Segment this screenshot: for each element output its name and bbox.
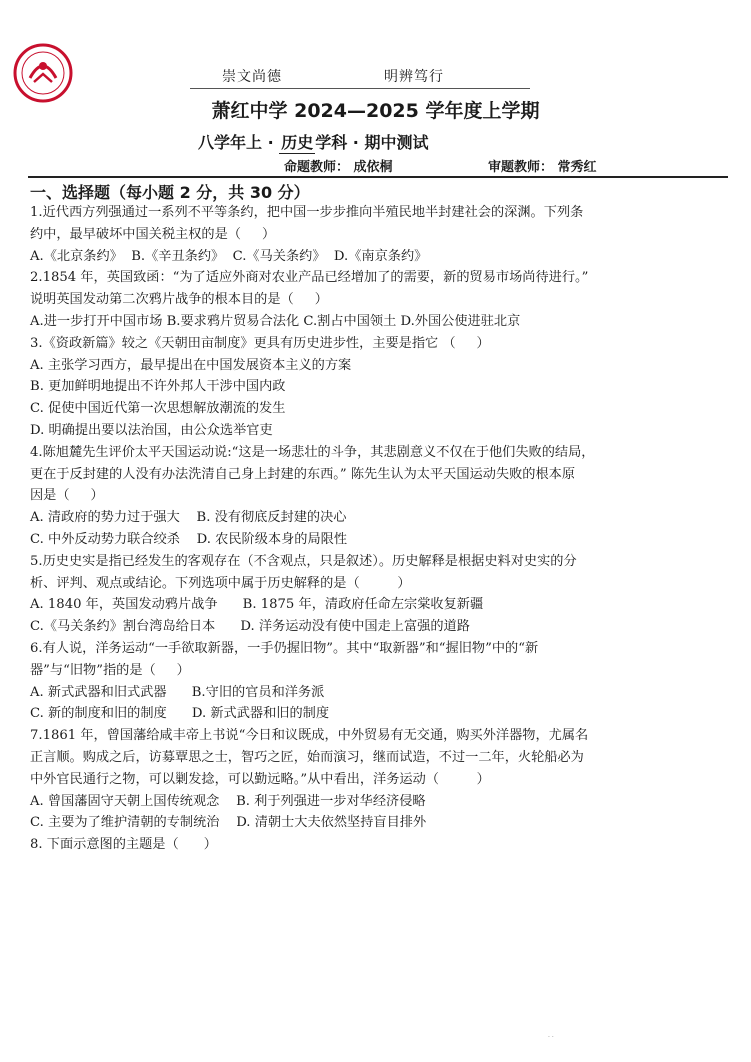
question-line: 6.有人说，洋务运动“一手欲取新器，一手仍握旧物”。其中“取新器”和“握旧物”中的“新 <box>30 640 539 656</box>
option-line: D. 明确提出要以法治国，由公众选举官吏 <box>30 422 273 438</box>
option-line: B. 更加鲜明地提出不许外邦人干涉中国内政 <box>30 379 286 395</box>
setter-teacher: 命题教师： 成依桐 <box>284 160 393 175</box>
option-line: A.《北京条约》 B.《辛丑条约》 C.《马关条约》 D.《南京条约》 <box>30 248 428 264</box>
motto-divider <box>190 88 530 89</box>
question-list <box>30 202 720 856</box>
option-line: C. 促使中国近代第一次思想解放潮流的发生 <box>30 401 286 417</box>
page-title: 萧红中学 2024—2025 学年度上学期 <box>211 100 540 122</box>
motto-right: 明辨笃行 <box>384 69 444 85</box>
question-line: 8. 下面示意图的主题是（ ） <box>30 837 217 853</box>
question-line: 更在于反封建的人没有办法洗清自己身上封建的东西。” 陈先生认为太平天国运动失败的根本原 <box>30 466 576 482</box>
question-line: 2.1854 年，英国致函：“为了适应外商对农业产品已经增加了的需要，新的贸易市场尚待进行。” <box>30 270 589 286</box>
exam-prefix: 八学年上 · <box>198 133 280 152</box>
option-line: A. 曾国藩固守天朝上国传统观念 B. 利于列强进一步对华经济侵略 <box>30 793 426 809</box>
school-logo-icon <box>12 42 74 104</box>
motto-left: 崇文尚德 <box>222 69 282 85</box>
question-line: 器”与“旧物”指的是（ ） <box>30 662 190 678</box>
option-line: A.进一步打开中国市场 B.要求鸦片贸易合法化 C.割占中国领土 D.外国公使进驻北京 <box>30 313 521 329</box>
question-line: 因是（ ） <box>30 488 104 504</box>
exam-suffix: 学科 · 期中测试 <box>315 133 429 152</box>
section-title: 一、选择题（每小题 2 分，共 30 分） <box>30 183 310 202</box>
question-line: 7.1861 年，曾国藩给咸丰帝上书说“今日和议既成，中外贸易有无交通，购买外洋器物，尤属名 <box>30 728 589 744</box>
question-line: 析、评判、观点或结论。下列选项中属于历史解释的是（ ） <box>30 575 411 591</box>
question-line: 约中，最早破坏中国关税主权的是（ ） <box>30 226 276 242</box>
option-line: A. 新式武器和旧式武器 B.守旧的官员和洋务派 <box>30 684 325 700</box>
question-line: 3.《资政新篇》较之《天朝田亩制度》更具有历史进步性，主要是指它 （ ） <box>30 335 490 351</box>
question-line: 中外官民通行之物，可以剿发捻，可以勤远略。”从中看出，洋务运动（ ） <box>30 771 490 787</box>
header-divider <box>28 176 728 178</box>
option-line: C. 主要为了维护清朝的专制统治 D. 清朝士大夫依然坚持盲目排外 <box>30 815 427 831</box>
option-line: C. 中外反动势力联合绞杀 D. 农民阶级本身的局限性 <box>30 531 348 547</box>
option-line: A. 1840 年，英国发动鸦片战争 B. 1875 年，清政府任命左宗棠收复新疆 <box>30 597 484 613</box>
subject-blank: 历史 <box>279 130 315 154</box>
question-line: 正言顺。购成之后，访募覃思之士，智巧之匠，始而演习，继而试造，不过一二年，火轮船必为 <box>30 749 584 765</box>
exam-subtitle <box>198 130 428 154</box>
question-line: 1.近代西方列强通过一系列不平等条约，把中国一步步推向半殖民地半封建社会的深渊。下列条 <box>30 205 584 220</box>
option-line: A. 清政府的势力过于强大 B. 没有彻底反封建的决心 <box>30 510 347 526</box>
option-line: C. 新的制度和旧的制度 D. 新式武器和旧的制度 <box>30 706 330 722</box>
option-line: C.《马关条约》割台湾岛给日本 D. 洋务运动没有使中国走上富强的道路 <box>30 619 470 635</box>
question-line: 说明英国发动第二次鸦片战争的根本目的是（ ） <box>30 292 328 308</box>
scan-mark: · · <box>548 1034 554 1041</box>
reviewer-teacher: 审题教师： 常秀红 <box>488 160 597 175</box>
option-line: A. 主张学习西方，最早提出在中国发展资本主义的方案 <box>30 357 352 373</box>
question-line: 4.陈旭麓先生评价太平天国运动说:“这是一场悲壮的斗争，其悲剧意义不仅在于他们失败的结局， <box>30 444 595 460</box>
question-line: 5.历史史实是指已经发生的客观存在（不含观点，只是叙述）。历史解释是根据史料对史实的分 <box>30 553 577 569</box>
